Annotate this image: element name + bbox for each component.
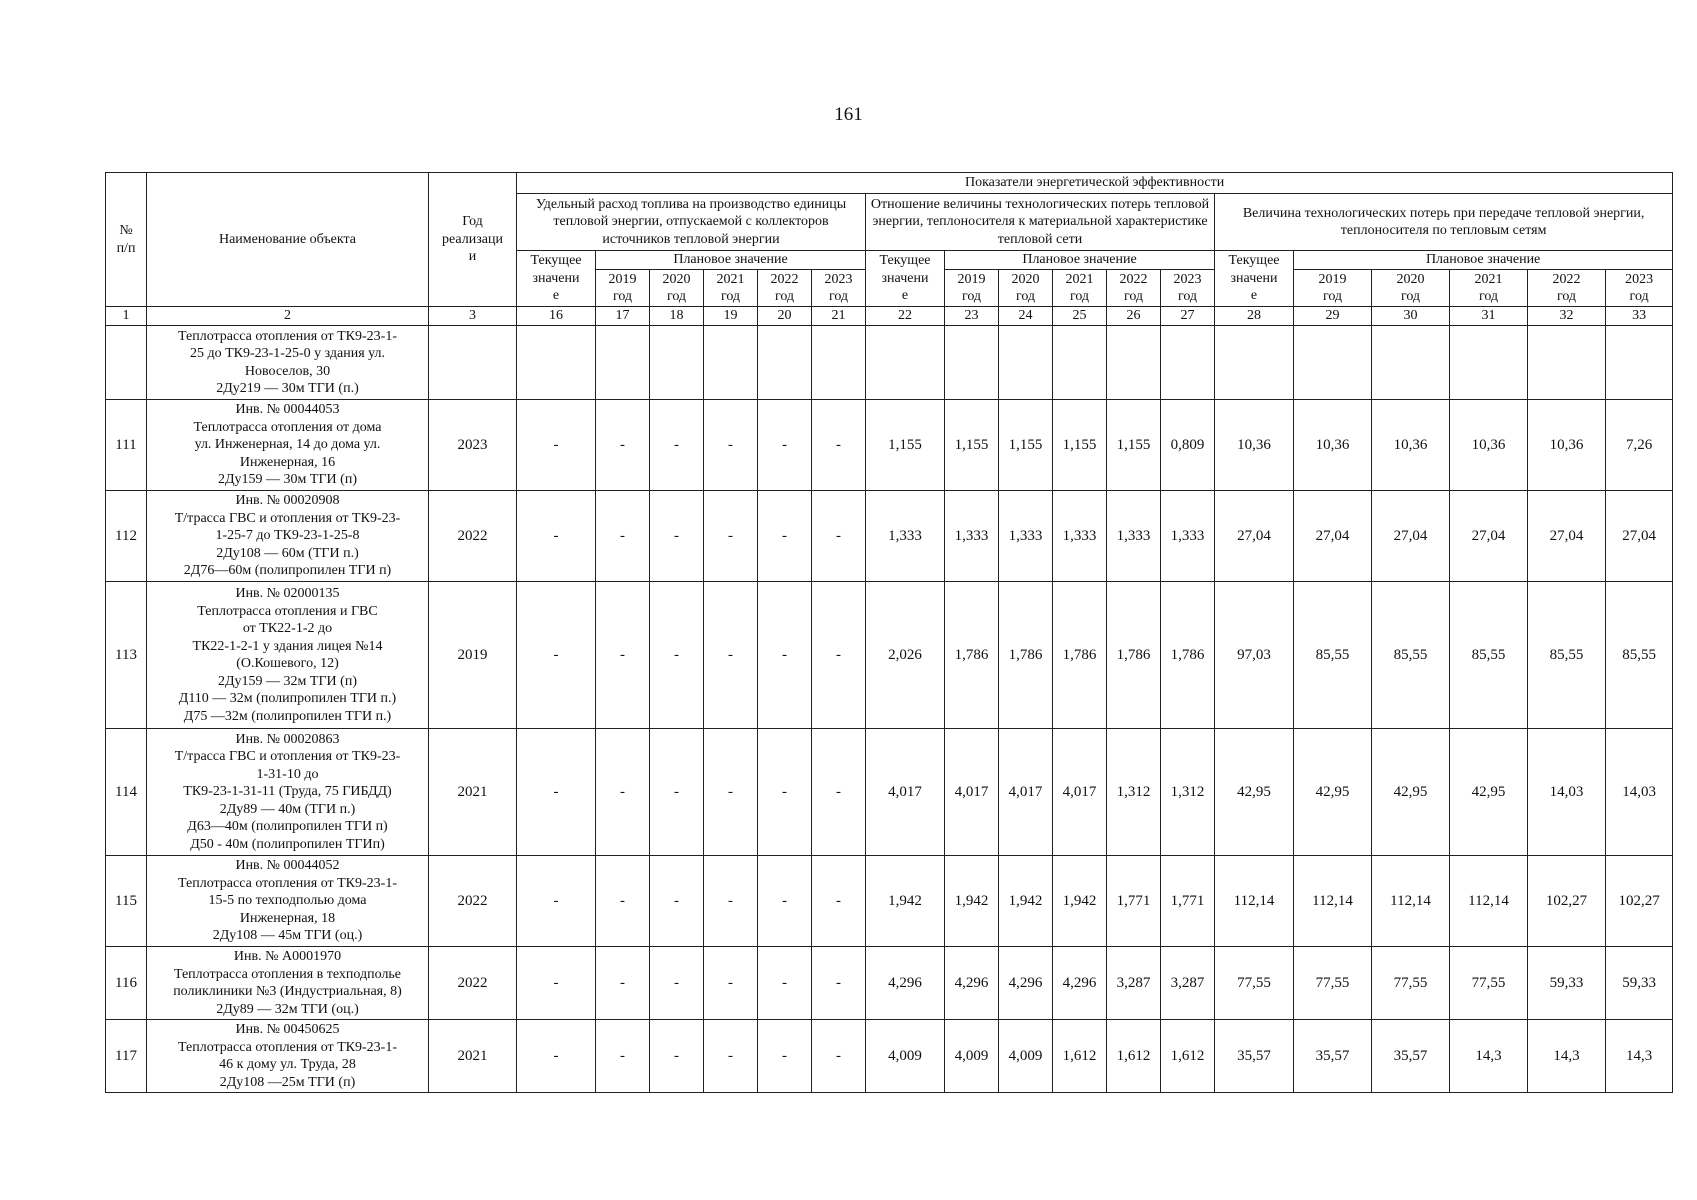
object-name: Теплотрасса отопления от ТК9-23-1- 25 до ТК9-23-1-25-0 у здания ул. Новоселов, 30 2Ду219 — 30м ТГИ (п.): [147, 326, 429, 400]
value-cell: 35,57: [1215, 1020, 1294, 1093]
value-cell: 1,155: [999, 400, 1053, 491]
value-cell: [758, 326, 812, 400]
page-number: 161: [834, 104, 863, 125]
value-cell: 1,786: [1161, 582, 1215, 729]
value-cell: 112,14: [1372, 856, 1450, 947]
value-cell: 1,786: [945, 582, 999, 729]
object-name: Инв. № 00044052 Теплотрасса отопления от ТК9-23-1- 15-5 по техподполью дома Инженерная, 18 2Ду108 — 45м ТГИ (оц.): [147, 856, 429, 947]
column-number-cell: 27: [1161, 307, 1215, 326]
row-number: [106, 326, 147, 400]
value-cell: -: [812, 856, 866, 947]
value-cell: -: [596, 582, 650, 729]
column-number-row: [106, 307, 1673, 326]
column-number-cell: 3: [429, 307, 517, 326]
implementation-year: 2022: [429, 947, 517, 1020]
value-cell: -: [517, 1020, 596, 1093]
value-cell: 1,333: [1053, 491, 1107, 582]
value-cell: [1053, 326, 1107, 400]
value-cell: -: [596, 947, 650, 1020]
value-cell: -: [650, 400, 704, 491]
value-cell: 1,612: [1053, 1020, 1107, 1093]
value-cell: -: [704, 947, 758, 1020]
value-cell: -: [758, 491, 812, 582]
value-cell: -: [650, 856, 704, 947]
value-cell: 1,786: [1107, 582, 1161, 729]
column-number-cell: 31: [1450, 307, 1528, 326]
value-cell: 4,017: [866, 729, 945, 856]
value-cell: 4,296: [1053, 947, 1107, 1020]
value-cell: 27,04: [1606, 491, 1673, 582]
value-cell: 27,04: [1215, 491, 1294, 582]
value-cell: [704, 326, 758, 400]
value-cell: -: [758, 947, 812, 1020]
value-cell: 4,296: [945, 947, 999, 1020]
value-cell: [1606, 326, 1673, 400]
column-number-cell: 29: [1294, 307, 1372, 326]
value-cell: 77,55: [1215, 947, 1294, 1020]
column-number-cell: 33: [1606, 307, 1673, 326]
value-cell: 1,155: [1053, 400, 1107, 491]
value-cell: 10,36: [1372, 400, 1450, 491]
value-cell: -: [812, 947, 866, 1020]
value-cell: 112,14: [1215, 856, 1294, 947]
value-cell: -: [517, 400, 596, 491]
value-cell: 4,296: [866, 947, 945, 1020]
header-name: Наименование объекта: [147, 173, 429, 307]
value-cell: 102,27: [1606, 856, 1673, 947]
implementation-year: 2021: [429, 1020, 517, 1093]
header-year: Год реализаци и: [429, 173, 517, 307]
header-main-group: Показатели энергетической эффективности: [517, 173, 1673, 194]
header-planned-1: Плановое значение: [596, 251, 866, 270]
column-number-cell: 1: [106, 307, 147, 326]
value-cell: 1,942: [1053, 856, 1107, 947]
value-cell: 1,942: [945, 856, 999, 947]
header-year-cell: 2022 год: [1107, 270, 1161, 307]
header-current-3: Текущее значени е: [1215, 251, 1294, 307]
object-name: Инв. № 00044053 Теплотрасса отопления от дома ул. Инженерная, 14 до дома ул. Инженерная, 16 2Ду159 — 30м ТГИ (п): [147, 400, 429, 491]
header-year-cell: 2019 год: [596, 270, 650, 307]
value-cell: 2,026: [866, 582, 945, 729]
value-cell: -: [812, 400, 866, 491]
value-cell: -: [704, 856, 758, 947]
value-cell: -: [596, 856, 650, 947]
value-cell: 1,786: [1053, 582, 1107, 729]
implementation-year: 2023: [429, 400, 517, 491]
value-cell: [1161, 326, 1215, 400]
header-planned-3: Плановое значение: [1294, 251, 1673, 270]
object-name: Инв. № 02000135 Теплотрасса отопления и ГВС от ТК22-1-2 до ТК22-1-2-1 у здания лицея №14 (О.Кошевого, 12) 2Ду159 — 32м ТГИ (п) Д110 — 32м (полипропилен ТГИ п.) Д75 —32м (полипропилен ТГИ п.): [147, 582, 429, 729]
column-number-cell: 20: [758, 307, 812, 326]
value-cell: -: [517, 729, 596, 856]
value-cell: -: [758, 729, 812, 856]
value-cell: -: [704, 582, 758, 729]
header-group-loss-ratio: Отношение величины технологических потерь тепловой энергии, теплоносителя к материальной характеристике тепловой сети: [866, 194, 1215, 251]
header-group-fuel: Удельный расход топлива на производство единицы тепловой энергии, отпускаемой с коллекторов источников тепловой энергии: [517, 194, 866, 251]
row-number: 115: [106, 856, 147, 947]
value-cell: 14,3: [1606, 1020, 1673, 1093]
value-cell: -: [650, 1020, 704, 1093]
header-year-cell: 2019 год: [945, 270, 999, 307]
header-year-cell: 2022 год: [758, 270, 812, 307]
value-cell: 3,287: [1161, 947, 1215, 1020]
implementation-year: 2022: [429, 491, 517, 582]
value-cell: [945, 326, 999, 400]
value-cell: 1,155: [945, 400, 999, 491]
column-number-cell: 28: [1215, 307, 1294, 326]
column-number-cell: 17: [596, 307, 650, 326]
value-cell: 14,03: [1606, 729, 1673, 856]
header-current-2: Текущее значени е: [866, 251, 945, 307]
value-cell: [1372, 326, 1450, 400]
value-cell: 14,3: [1528, 1020, 1606, 1093]
value-cell: -: [758, 400, 812, 491]
value-cell: 27,04: [1528, 491, 1606, 582]
row-number: 113: [106, 582, 147, 729]
value-cell: 42,95: [1294, 729, 1372, 856]
value-cell: 14,03: [1528, 729, 1606, 856]
column-number-cell: 16: [517, 307, 596, 326]
table-row: [106, 582, 1673, 729]
value-cell: 42,95: [1215, 729, 1294, 856]
value-cell: 35,57: [1294, 1020, 1372, 1093]
header-year-cell: 2019 год: [1294, 270, 1372, 307]
value-cell: 1,312: [1107, 729, 1161, 856]
value-cell: 112,14: [1294, 856, 1372, 947]
value-cell: -: [650, 729, 704, 856]
value-cell: [1294, 326, 1372, 400]
value-cell: [812, 326, 866, 400]
value-cell: 1,612: [1107, 1020, 1161, 1093]
header-num: № п/п: [106, 173, 147, 307]
value-cell: 42,95: [1372, 729, 1450, 856]
table-row: [106, 491, 1673, 582]
value-cell: -: [704, 729, 758, 856]
value-cell: -: [596, 491, 650, 582]
value-cell: 4,009: [945, 1020, 999, 1093]
value-cell: 85,55: [1606, 582, 1673, 729]
header-year-cell: 2021 год: [704, 270, 758, 307]
implementation-year: 2022: [429, 856, 517, 947]
value-cell: 77,55: [1294, 947, 1372, 1020]
energy-efficiency-table: [105, 172, 1673, 1093]
value-cell: [1107, 326, 1161, 400]
value-cell: 112,14: [1450, 856, 1528, 947]
value-cell: -: [650, 582, 704, 729]
value-cell: 1,155: [866, 400, 945, 491]
header-year-cell: 2020 год: [650, 270, 704, 307]
value-cell: 27,04: [1450, 491, 1528, 582]
value-cell: 0,809: [1161, 400, 1215, 491]
header-current-1: Текущее значени е: [517, 251, 596, 307]
value-cell: [866, 326, 945, 400]
value-cell: 102,27: [1528, 856, 1606, 947]
implementation-year: 2019: [429, 582, 517, 729]
value-cell: 85,55: [1528, 582, 1606, 729]
value-cell: -: [517, 947, 596, 1020]
table-body: [106, 326, 1673, 1093]
header-year-cell: 2023 год: [1161, 270, 1215, 307]
row-number: 114: [106, 729, 147, 856]
column-number-cell: 2: [147, 307, 429, 326]
value-cell: 35,57: [1372, 1020, 1450, 1093]
value-cell: -: [704, 400, 758, 491]
row-number: 116: [106, 947, 147, 1020]
header-year-cell: 2020 год: [1372, 270, 1450, 307]
table-row: [106, 1020, 1673, 1093]
value-cell: [1450, 326, 1528, 400]
value-cell: -: [704, 491, 758, 582]
header-planned-2: Плановое значение: [945, 251, 1215, 270]
header-year-cell: 2021 год: [1450, 270, 1528, 307]
value-cell: -: [812, 582, 866, 729]
column-number-cell: 21: [812, 307, 866, 326]
value-cell: [1528, 326, 1606, 400]
column-number-cell: 30: [1372, 307, 1450, 326]
value-cell: 4,296: [999, 947, 1053, 1020]
value-cell: 1,155: [1107, 400, 1161, 491]
value-cell: 1,786: [999, 582, 1053, 729]
value-cell: 1,771: [1161, 856, 1215, 947]
value-cell: 10,36: [1528, 400, 1606, 491]
table-row: [106, 729, 1673, 856]
value-cell: 1,333: [999, 491, 1053, 582]
value-cell: -: [758, 1020, 812, 1093]
header-year-cell: 2021 год: [1053, 270, 1107, 307]
value-cell: 85,55: [1294, 582, 1372, 729]
value-cell: 85,55: [1450, 582, 1528, 729]
column-number-cell: 22: [866, 307, 945, 326]
column-number-cell: 26: [1107, 307, 1161, 326]
value-cell: 1,942: [866, 856, 945, 947]
value-cell: 4,017: [945, 729, 999, 856]
implementation-year: [429, 326, 517, 400]
value-cell: 85,55: [1372, 582, 1450, 729]
value-cell: -: [812, 491, 866, 582]
object-name: Инв. № 00450625 Теплотрасса отопления от ТК9-23-1- 46 к дому ул. Труда, 28 2Ду108 —25м ТГИ (п): [147, 1020, 429, 1093]
column-number-cell: 18: [650, 307, 704, 326]
header-year-cell: 2023 год: [1606, 270, 1673, 307]
value-cell: 4,009: [866, 1020, 945, 1093]
value-cell: 1,612: [1161, 1020, 1215, 1093]
value-cell: 42,95: [1450, 729, 1528, 856]
implementation-year: 2021: [429, 729, 517, 856]
object-name: Инв. № А0001970 Теплотрасса отопления в техподполье поликлиники №3 (Индустриальная, 8) 2Ду89 — 32м ТГИ (оц.): [147, 947, 429, 1020]
table-row: [106, 326, 1673, 400]
value-cell: 59,33: [1606, 947, 1673, 1020]
value-cell: -: [650, 491, 704, 582]
header-year-cell: 2020 год: [999, 270, 1053, 307]
value-cell: 4,009: [999, 1020, 1053, 1093]
value-cell: 27,04: [1294, 491, 1372, 582]
value-cell: 59,33: [1528, 947, 1606, 1020]
table-row: [106, 947, 1673, 1020]
column-number-cell: 25: [1053, 307, 1107, 326]
value-cell: -: [517, 491, 596, 582]
column-number-cell: 19: [704, 307, 758, 326]
value-cell: -: [596, 1020, 650, 1093]
value-cell: 1,333: [945, 491, 999, 582]
row-number: 117: [106, 1020, 147, 1093]
table-row: [106, 856, 1673, 947]
value-cell: [1215, 326, 1294, 400]
value-cell: -: [704, 1020, 758, 1093]
column-number-cell: 23: [945, 307, 999, 326]
value-cell: 77,55: [1450, 947, 1528, 1020]
value-cell: -: [596, 729, 650, 856]
value-cell: -: [812, 1020, 866, 1093]
value-cell: 4,017: [999, 729, 1053, 856]
header-year-cell: 2023 год: [812, 270, 866, 307]
value-cell: -: [758, 582, 812, 729]
value-cell: 27,04: [1372, 491, 1450, 582]
value-cell: 1,312: [1161, 729, 1215, 856]
object-name: Инв. № 00020863 Т/трасса ГВС и отопления от ТК9-23- 1-31-10 до ТК9-23-1-31-11 (Труда, 75 ГИБДД) 2Ду89 — 40м (ТГИ п.) Д63—40м (полипропилен ТГИ п) Д50 - 40м (полипропилен ТГИп): [147, 729, 429, 856]
value-cell: [596, 326, 650, 400]
table-row: [106, 400, 1673, 491]
value-cell: 4,017: [1053, 729, 1107, 856]
value-cell: -: [517, 582, 596, 729]
value-cell: 1,333: [1161, 491, 1215, 582]
value-cell: 14,3: [1450, 1020, 1528, 1093]
row-number: 111: [106, 400, 147, 491]
value-cell: 3,287: [1107, 947, 1161, 1020]
value-cell: [650, 326, 704, 400]
value-cell: 1,771: [1107, 856, 1161, 947]
value-cell: -: [517, 856, 596, 947]
value-cell: 10,36: [1450, 400, 1528, 491]
header-group-loss-value: Величина технологических потерь при передаче тепловой энергии, теплоносителя по тепловым сетям: [1215, 194, 1673, 251]
column-number-cell: 32: [1528, 307, 1606, 326]
value-cell: -: [812, 729, 866, 856]
value-cell: [517, 326, 596, 400]
value-cell: [999, 326, 1053, 400]
value-cell: -: [650, 947, 704, 1020]
value-cell: 1,333: [1107, 491, 1161, 582]
object-name: Инв. № 00020908 Т/трасса ГВС и отопления от ТК9-23- 1-25-7 до ТК9-23-1-25-8 2Ду108 — 60м (ТГИ п.) 2Д76—60м (полипропилен ТГИ п): [147, 491, 429, 582]
value-cell: 10,36: [1215, 400, 1294, 491]
column-number-cell: 24: [999, 307, 1053, 326]
header-year-cell: 2022 год: [1528, 270, 1606, 307]
value-cell: 97,03: [1215, 582, 1294, 729]
value-cell: 77,55: [1372, 947, 1450, 1020]
row-number: 112: [106, 491, 147, 582]
value-cell: -: [596, 400, 650, 491]
value-cell: 1,942: [999, 856, 1053, 947]
value-cell: 1,333: [866, 491, 945, 582]
value-cell: 10,36: [1294, 400, 1372, 491]
value-cell: 7,26: [1606, 400, 1673, 491]
value-cell: -: [758, 856, 812, 947]
